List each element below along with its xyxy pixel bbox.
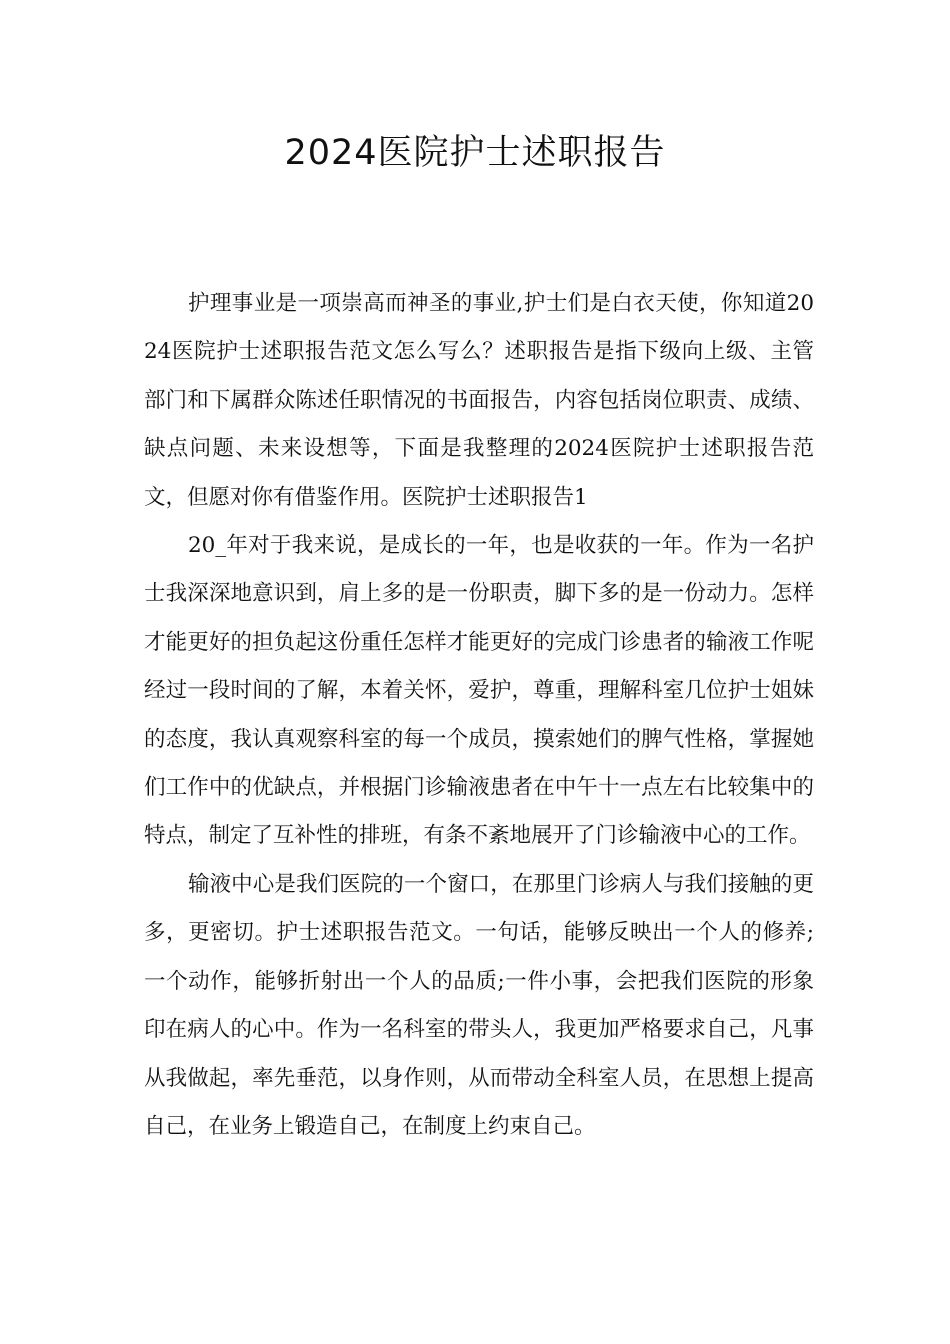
document-title: 2024医院护士述职报告 — [284, 133, 666, 173]
paragraph-intro: 护理事业是一项崇高而神圣的事业,护士们是白衣天使，你知道2024医院护士述职报告范文怎么写么？述职报告是指下级向上级、主管部门和下属群众陈述任职情况的书面报告，内容包括岗位职责、成绩、缺点问题、未来设想等，下面是我整理的2024医院护士述职报告范文，但愿对你有借鉴作用。医院护士述职报告1 — [144, 291, 814, 510]
document-body — [144, 280, 814, 1151]
paragraph-year-review: 20_年对于我来说，是成长的一年，也是收获的一年。作为一名护士我深深地意识到，肩上多的是一份职责，脚下多的是一份动力。怎样才能更好的担负起这份重任怎样才能更好的完成门诊患者的输液工作呢经过一段时间的了解，本着关怀，爱护，尊重，理解科室几位护士姐妹的态度，我认真观察科室的每一个成员，摸索她们的脾气性格，掌握她们工作中的优缺点，并根据门诊输液患者在中午十一点左右比较集中的特点，制定了互补性的排班，有条不紊地展开了门诊输液中心的工作。 — [144, 533, 814, 849]
paragraph-infusion-center: 输液中心是我们医院的一个窗口，在那里门诊病人与我们接触的更多，更密切。护士述职报告范文。一句话，能够反映出一个人的修养;一个动作，能够折射出一个人的品质;一件小事，会把我们医院的形象印在病人的心中。作为一名科室的带头人，我更加严格要求自己，凡事从我做起，率先垂范，以身作则，从而带动全科室人员，在思想上提高自己，在业务上锻造自己，在制度上约束自己。 — [144, 871, 814, 1139]
